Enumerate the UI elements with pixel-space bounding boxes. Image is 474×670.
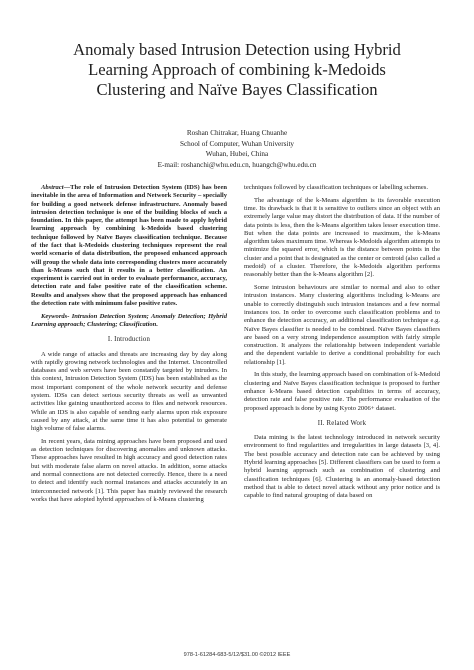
- abstract-text: —The role of Intrusion Detection System (IDS) has been inevitable in the area of Information and Network Security – specially for building a good network defense infrastructure. Anomaly based intrusion detection technique is one of the building blocks of such a foundation. In this paper, the attempt has been made to apply hybrid learning approach by combining k-Medoids based clustering technique followed by Naïve Bayes classification technique. Because of the fact that k-Medoids clustering techniques represent the real world scenario of data distribution, the proposed enhanced approach will group the whole data into corresponding clusters more accurately than k-Means such that it results in a better classification. An experiment is carried out in order to evaluate performance, accuracy, detection rate and false positive rate of the classification scheme. Results and analyses show that the proposed approach has enhanced the detection rate with minimum false positive rates.: [31, 184, 227, 307]
- abstract-label: Abstract: [41, 184, 64, 191]
- related-work-paragraph-1: Data mining is the latest technology introduced in network security environment to find regularities and irregularities in large datasets [3, 4]. The best possible accuracy and detection rate can be achieved by using Hybrid learning approaches [5]. Different classifiers can be used to form a hybrid learning approach such as combination of clustering and classification techniques [6]. Clustering is an anomaly-based detection method that is able to detect novel attack without any prior notice and is capable to find natural grouping of data based on: [244, 434, 440, 500]
- paper-title: [30, 40, 444, 100]
- intro-paragraph-2: In recent years, data mining approaches have been proposed and used as detection techniques for discovering anomalies and unknown attacks. These approaches have resulted in high accuracy and good detection rates but with moderate false alarm on novel attacks. In addition, some attacks and normal connections are not detected correctly. Hence, there is a need to detect and identify such normal instances and attacks accurately in an interconnected network [1]. This paper has mainly reviewed the research works that have adopted hybrid approaches of k-Means clustering: [31, 437, 227, 503]
- title-line-3: Clustering and Naïve Bayes Classification: [96, 80, 378, 99]
- title-line-2: Learning Approach of combining k-Medoids: [88, 60, 386, 79]
- section-heading-introduction: I. Introduction: [107, 336, 151, 344]
- right-paragraph-2: The advantage of the k-Means algorithm is its favorable execution time. Its drawback is that it is sensitive to outliers since an object with an extremely large value may distort the distribution of data. If the number of data points is less, then the k-Means algorithm takes lesser execution time. But when the data points are increased to maximum, the k-Means algorithm takes maximum time. Whereas k-Medoids algorithm attempts to minimize the squared error, which is the distance between points in the cluster and a point that is designated as the center or centroid (also called a medoid) of a cluster. Therefore, the k-Medoids algorithm performs reasonably better than the k-Means algorithm [2].: [244, 196, 440, 279]
- left-column: [31, 184, 227, 509]
- right-column: [244, 184, 440, 505]
- right-paragraph-1: techniques followed by classification techniques or labelling schemes.: [244, 184, 428, 191]
- right-paragraph-4: In this study, the learning approach based on combination of k-Medoid clustering and Naïve Bayes classification technique is proposed to further enhance k-Means based detection capabilities in terms of accuracy, detection rate and false positive rate. The performance evaluation of the proposed approach is done by using Kyoto 2006+ dataset.: [244, 371, 440, 412]
- author-affiliation: School of Computer, Wuhan University: [179, 139, 295, 148]
- keywords: Keywords- Intrusion Detection System; Anomaly Detection; Hybrid Learning approach; Clustering; Classification.: [31, 312, 227, 328]
- author-email: E-mail: roshanchi@whu.edu.cn, huangch@whu.edu.cn: [157, 160, 317, 169]
- intro-paragraph-1: A wide range of attacks and threats are increasing day by day along with rapidly growing network technologies and the Internet. Uncontrolled databases and web servers have been constantly targeted by intruders. In this context, Intrusion Detection System (IDS) has been established as the most important component of the whole network security and defense system. IDSs can detect serious security threats as well as unwanted activities like gaining unauthorized access to files and network resources. While an IDS is also capable of sending early alarms upon risk exposure caused by any attack, at the same time it has also potential to generate high volume of false alarms.: [31, 350, 227, 433]
- author-names: Roshan Chitrakar, Huang Chuanhe: [186, 129, 288, 137]
- title-line-1: Anomaly based Intrusion Detection using Hybrid: [73, 40, 401, 59]
- author-block: [60, 128, 414, 170]
- abstract: [31, 184, 227, 308]
- copyright-footer: 978-1-61284-683-5/12/$31.00 ©2012 IEEE: [183, 652, 291, 658]
- right-paragraph-3: Some intrusion behaviours are similar to normal and also to other intrusion instances. Many clustering algorithms including k-Means are unable to correctly distinguish such intrusion instances and a few normal instances too. In order to overcome such classification problems and to enhance the detection accuracy, an additional classification technique e.g. Naïve Bayes classifier is needed to be combined. Naïve Bayes classifiers are based on a very strong independence assumption with fairly simple construction. It analyzes the relationship between independent variable and the dependent variable to derive a conditional probability for each relationship [1].: [244, 284, 440, 366]
- section-heading-related-work: II. Related Work: [317, 419, 367, 427]
- author-location: Wuhan, Hubei, China: [205, 150, 269, 158]
